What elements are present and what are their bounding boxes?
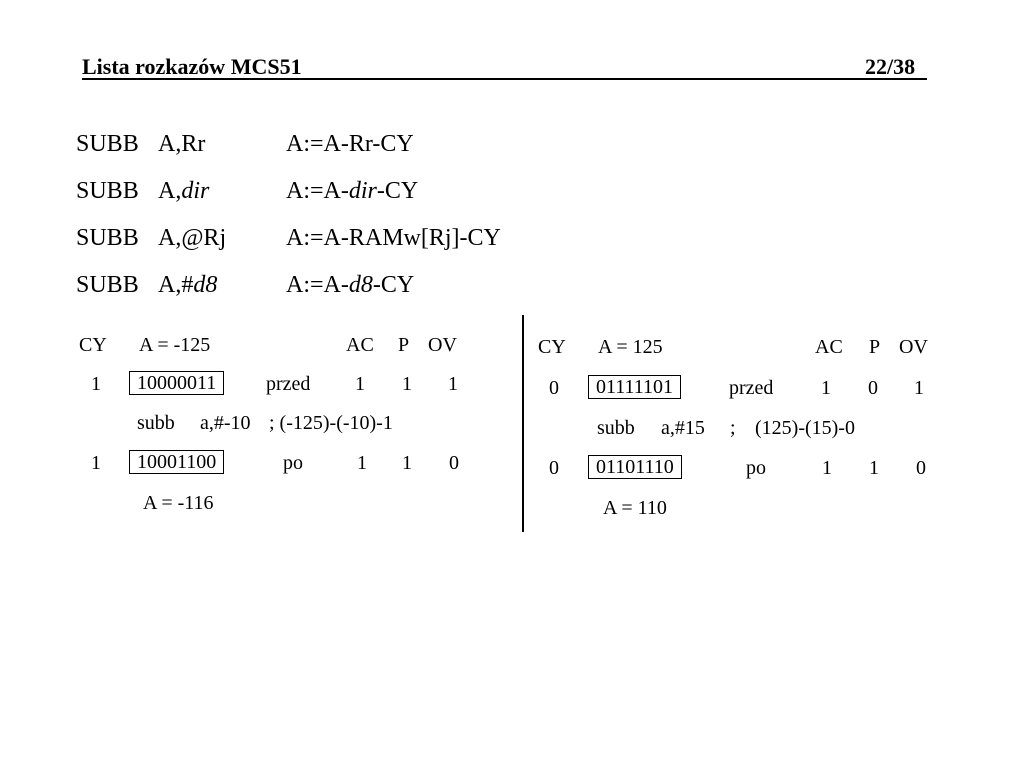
slide-title: Lista rozkazów MCS51 <box>82 54 302 79</box>
col-header-ov: OV <box>899 336 928 358</box>
before-label: przed <box>266 373 311 395</box>
before-bits-box: 10000011 <box>129 371 224 395</box>
before-ov: 1 <box>448 373 458 395</box>
instr-effect: A:=A-dir-CY <box>286 178 419 204</box>
col-header-cy: CY <box>79 334 107 356</box>
instr-mnemonic: SUBB <box>76 178 139 204</box>
example-divider <box>522 315 524 532</box>
result: A = 110 <box>603 497 667 519</box>
col-header-cy: CY <box>538 336 566 358</box>
col-header-ac: AC <box>346 334 374 356</box>
op-comment: (125)-(15)-0 <box>755 417 855 439</box>
after-p: 1 <box>402 452 412 474</box>
before-cy: 1 <box>91 373 101 395</box>
op-instr: subb <box>597 417 635 439</box>
header-underline <box>82 78 927 80</box>
before-label: przed <box>729 377 774 399</box>
page-number: 22/38 <box>865 54 916 79</box>
after-bits-box: 01101110 <box>588 455 682 479</box>
op-comment: ; (-125)-(-10)-1 <box>269 412 393 434</box>
after-ov: 0 <box>449 452 459 474</box>
instr-operand: A,#d8 <box>158 272 218 298</box>
after-bits-box: 10001100 <box>129 450 224 474</box>
after-ac: 1 <box>822 457 832 479</box>
op-instr: subb <box>137 412 175 434</box>
after-ac: 1 <box>357 452 367 474</box>
before-bits-box: 01111101 <box>588 375 681 399</box>
before-ac: 1 <box>355 373 365 395</box>
instr-operand: A,Rr <box>158 131 206 157</box>
instr-mnemonic: SUBB <box>76 225 139 251</box>
col-header-p: P <box>869 336 881 358</box>
after-ov: 0 <box>916 457 926 479</box>
after-cy: 0 <box>549 457 559 479</box>
after-label: po <box>283 452 303 474</box>
col-header-p: P <box>398 334 410 356</box>
before-ac: 1 <box>821 377 831 399</box>
op-separator: ; <box>730 417 736 439</box>
instr-operand: A,dir <box>158 178 210 204</box>
instr-mnemonic: SUBB <box>76 131 139 157</box>
after-label: po <box>746 457 766 479</box>
instr-effect: A:=A-Rr-CY <box>286 131 414 157</box>
col-header-a: A = -125 <box>139 334 211 356</box>
before-cy: 0 <box>549 377 559 399</box>
before-p: 0 <box>868 377 878 399</box>
instr-effect: A:=A-RAMw[Rj]-CY <box>286 225 501 251</box>
op-args: a,#15 <box>661 417 705 439</box>
instr-effect: A:=A-d8-CY <box>286 272 415 298</box>
col-header-a: A = 125 <box>598 336 663 358</box>
op-args: a,#-10 <box>200 412 251 434</box>
before-ov: 1 <box>914 377 924 399</box>
before-p: 1 <box>402 373 412 395</box>
result: A = -116 <box>143 492 214 514</box>
col-header-ac: AC <box>815 336 843 358</box>
instr-mnemonic: SUBB <box>76 272 139 298</box>
instr-operand: A,@Rj <box>158 225 227 251</box>
after-p: 1 <box>869 457 879 479</box>
col-header-ov: OV <box>428 334 457 356</box>
after-cy: 1 <box>91 452 101 474</box>
